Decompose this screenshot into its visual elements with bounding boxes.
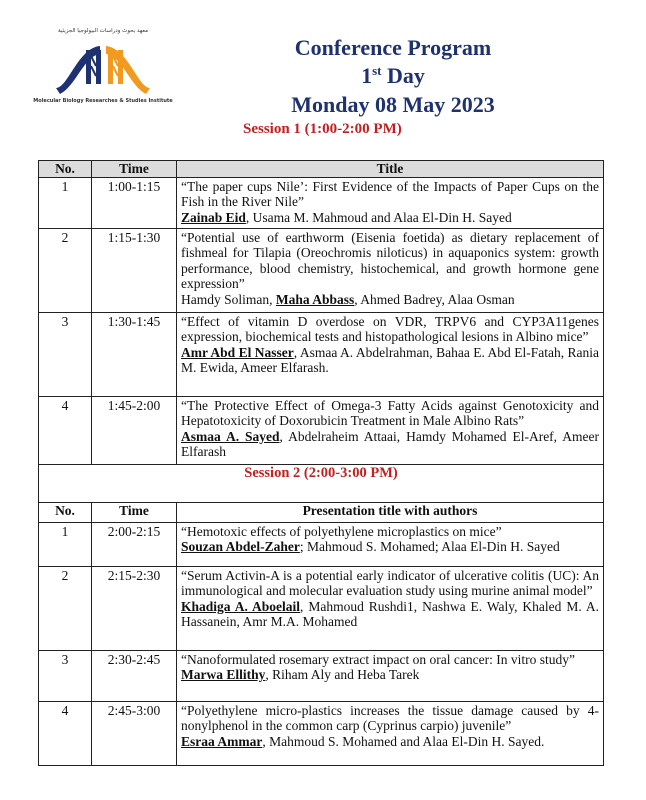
row-number: 1 <box>39 177 92 228</box>
co-authors: ; Mahmoud S. Mohamed; Alaa El-Din H. Sayed <box>299 539 560 554</box>
presentation-title: “Polyethylene micro-plastics increases the tissue damage caused by 4-nonylphenol in the common carp (Cyprinus carpio) juvenile” <box>181 702 599 733</box>
table-row <box>39 396 604 464</box>
presentation-title: “The paper cups Nile’: First Evidence of the Impacts of Paper Cups on the Fish in the River Nile” <box>181 178 599 209</box>
row-number: 4 <box>39 396 92 464</box>
authors <box>181 539 599 555</box>
day-suffix: st <box>372 63 382 78</box>
co-authors: , Ahmed Badrey, Alaa Osman <box>354 291 515 307</box>
presentation-cell <box>177 312 604 396</box>
session-1-header-row <box>39 161 604 178</box>
column-header-time: Time <box>92 161 177 178</box>
authors <box>181 599 599 630</box>
authors <box>181 210 599 226</box>
row-number: 1 <box>39 522 92 566</box>
co-authors: , Mahmoud Rushdi1, Nashwa E. Waly, Khaled M. A. Hassanein, Amr M.A. Mohamed <box>181 598 600 629</box>
presentation-title: “Nanoformulated rosemary extract impact on oral cancer: In vitro study” <box>181 651 575 667</box>
table-row <box>39 228 604 312</box>
presentation-cell <box>177 177 604 228</box>
column-header-title: Presentation title with authors <box>177 502 604 522</box>
authors <box>181 667 599 683</box>
table-row <box>39 177 604 228</box>
co-authors: , Mahmoud S. Mohamed and Alaa El-Din H. Sayed. <box>262 733 545 749</box>
column-header-title: Title <box>177 161 604 178</box>
row-time: 1:45-2:00 <box>92 396 177 464</box>
presenting-author: Marwa Ellithy <box>181 667 266 682</box>
day-word: Day <box>381 63 425 88</box>
table-row <box>39 312 604 396</box>
presenting-author: Khadiga A. Aboelail <box>181 598 301 614</box>
presenting-author: Asmaa A. Sayed <box>181 428 280 444</box>
authors <box>181 292 599 308</box>
presenting-author: Maha Abbass <box>275 291 355 307</box>
presentation-title: “Serum Activin-A is a potential early indicator of ulcerative colitis (UC): An immunological and molecular evaluation study using murine animal model” <box>181 567 599 598</box>
row-time: 2:00-2:15 <box>92 522 177 566</box>
presentation-cell <box>177 701 604 765</box>
presentation-title: “The Protective Effect of Omega-3 Fatty Acids against Genotoxicity and Hepatotoxicity of Doxorubicin Treatment in Male Albino Rats” <box>181 397 599 428</box>
presenting-author: Souzan Abdel-Zaher <box>181 539 300 554</box>
presentation-title: “Effect of vitamin D overdose on VDR, TRPV6 and CYP3A11genes expression, biochemical tests and histopathological lesions in Albino mice” <box>181 313 599 344</box>
page-title: Conference Program <box>294 35 492 60</box>
table-row <box>39 566 604 650</box>
row-number: 4 <box>39 701 92 765</box>
co-authors: , Asmaa A. Abdelrahman, Bahaa E. Abd El-Fatah, Rania M. Ewida, Ameer Elfarash. <box>181 344 599 375</box>
row-number: 3 <box>39 650 92 701</box>
co-authors: , Abdelraheim Attaai, Hamdy Mohamed El-Aref, Ameer Elfarash <box>181 428 599 459</box>
table-row <box>39 522 604 566</box>
table-row <box>39 701 604 765</box>
presentation-cell <box>177 396 604 464</box>
day-number: 1 <box>361 63 373 88</box>
authors <box>181 345 599 376</box>
session-2-row <box>39 464 604 502</box>
day-heading <box>250 62 536 90</box>
session-2-label: Session 2 (2:00-3:00 PM) <box>39 464 604 502</box>
program-table <box>38 160 604 766</box>
date-heading: Monday 08 May 2023 <box>291 92 495 117</box>
column-header-no: No. <box>39 161 92 178</box>
column-header-time: Time <box>92 502 177 522</box>
presenting-author: Amr Abd El Nasser <box>181 344 294 360</box>
row-time: 1:30-1:45 <box>92 312 177 396</box>
presentation-cell <box>177 228 604 312</box>
dna-logo-icon <box>48 36 158 98</box>
row-number: 3 <box>39 312 92 396</box>
presentation-title: “Hemotoxic effects of polyethylene microplastics on mice” <box>181 523 502 539</box>
row-time: 1:00-1:15 <box>92 177 177 228</box>
presentation-cell <box>177 522 604 566</box>
authors <box>181 429 599 460</box>
row-number: 2 <box>39 228 92 312</box>
column-header-no: No. <box>39 502 92 522</box>
row-time: 2:30-2:45 <box>92 650 177 701</box>
authors <box>181 734 599 750</box>
presentation-cell <box>177 566 604 650</box>
logo-english-text: Molecular Biology Researches & Studies Institute <box>33 98 173 104</box>
co-authors: , Riham Aly and Heba Tarek <box>265 667 420 682</box>
presenting-author: Esraa Ammar <box>181 733 263 749</box>
row-number: 2 <box>39 566 92 650</box>
author-prefix: Hamdy Soliman, <box>181 291 276 307</box>
presenting-author: Zainab Eid <box>181 209 246 225</box>
row-time: 2:15-2:30 <box>92 566 177 650</box>
session-1-label: Session 1 (1:00-2:00 PM) <box>243 121 402 137</box>
presentation-cell <box>177 650 604 701</box>
table-row <box>39 650 604 701</box>
institute-logo <box>28 28 178 112</box>
logo-arabic-text: معهد بحوث ودراسات البيولوجيا الجزيئية <box>57 28 149 34</box>
session-2-header-row <box>39 502 604 522</box>
co-authors: , Usama M. Mahmoud and Alaa El-Din H. Sayed <box>245 209 512 225</box>
presentation-title: “Potential use of earthworm (Eisenia foetida) as dietary replacement of fishmeal for Tilapia (Oreochromis niloticus) in aquaponics system: growth performance, blood chemistry, histochemical, and growth hormone gene expression” <box>181 229 599 291</box>
row-time: 1:15-1:30 <box>92 228 177 312</box>
row-time: 2:45-3:00 <box>92 701 177 765</box>
